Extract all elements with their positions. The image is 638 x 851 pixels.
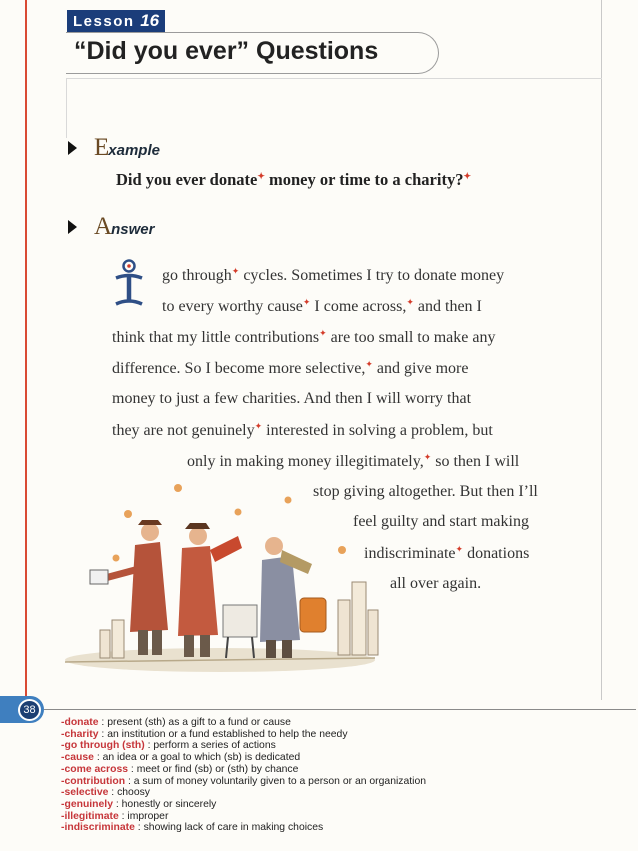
glossary-entry: -go through (sth) : perform a series of actions [61,740,276,752]
glossary-term: genuinely [64,798,113,810]
answer-initial: A [94,213,113,240]
answer-heading-text: nswer [111,221,155,238]
bullet-triangle-icon [68,220,77,234]
page-number: 38 [18,699,41,721]
glossary-term: donate [64,717,99,728]
glossary-definition: choosy [117,787,150,799]
glossary-definition: honestly or sincerely [121,798,217,810]
answer-line-6: they are not genuinely✦ interested in solving a problem, but [112,421,493,439]
glossary-term: cause [64,752,94,764]
answer-line-5: money to just a few charities. And then I will worry that [112,390,472,407]
example-heading-text: xample [108,142,160,159]
answer-line-4: difference. So I become more selective,✦ and give more [112,359,469,377]
glossary-term: illegitimate [64,810,119,822]
footer-divider [44,709,636,710]
answer-line-2: to every worthy cause✦ I come across,✦ and then I [162,297,482,315]
left-margin-line [25,0,27,700]
bullet-triangle-icon [68,141,77,155]
glossary-entry: -charity : an institution or a fund established to help the needy [61,728,348,740]
lesson-tag [67,10,165,32]
answer-heading [68,213,154,241]
glossary-entry: -cause : an idea or a goal to which (sb) is dedicated [61,752,301,764]
glossary-entry: -illegitimate : improper [61,810,169,822]
glossary-definition: improper [127,810,169,822]
content-frame-left [66,78,67,138]
answer-line-7: only in making money illegitimately,✦ so then I will [187,452,520,470]
glossary-entry: -come across : meet or find (sb) or (sth) by chance [61,763,299,775]
glossary-definition: showing lack of care in making choices [143,822,324,834]
glossary-definition: a sum of money voluntarily given to a person or an organization [133,775,427,787]
right-margin-line [601,0,602,700]
lesson-label: Lesson [73,13,135,30]
answer-line-1: go through✦ cycles. Sometimes I try to donate money [162,266,505,284]
example-initial: E [94,134,110,161]
charity-collectors-illustration [60,470,390,675]
glossary-definition: present (sth) as a gift to a fund or cause [107,717,291,728]
glossary-definition: perform a series of actions [153,740,276,752]
star-marker-icon: ✦ [463,171,471,181]
glossary-definition: meet or find (sb) or (sth) by chance [136,763,299,775]
glossary-term: indiscriminate [64,822,135,834]
answer-line-11: all over again. [390,575,482,592]
answer-line-8: stop giving altogether. But then I’ll [313,483,538,500]
glossary-term: selective [64,787,109,799]
answer-line-3: think that my little contributions✦ are too small to make any [112,328,496,346]
glossary-definition: an idea or a goal to which (sb) is dedicated [102,752,301,764]
content-frame-top [66,78,602,79]
answer-line-10: indiscriminate✦ donations [364,544,530,562]
glossary-entry: -selective : choosy [61,787,150,799]
example-question: Did you ever donate✦ money or time to a charity?✦ [116,170,471,189]
lesson-number: 16 [140,11,160,30]
glossary-entry: -indiscriminate : showing lack of care in making choices [61,822,324,834]
glossary-term: contribution [64,775,126,787]
example-heading [68,134,160,162]
glossary-term: go through (sth) [64,740,145,752]
glossary [61,717,426,834]
glossary-definition: an institution or a fund established to help the needy [107,728,348,740]
glossary-entry: -genuinely : honestly or sincerely [61,798,217,810]
star-marker-icon: ✦ [257,171,265,181]
glossary-term: come across [64,763,129,775]
glossary-entry: -donate : present (sth) as a gift to a fund or cause [61,717,291,728]
glossary-entry: -contribution : a sum of money voluntarily given to a person or an organization [61,775,427,787]
decorative-i-icon [108,258,150,308]
answer-line-9: feel guilty and start making [353,513,529,530]
glossary-term: charity [64,728,99,740]
page-title: “Did you ever” Questions [74,37,379,65]
